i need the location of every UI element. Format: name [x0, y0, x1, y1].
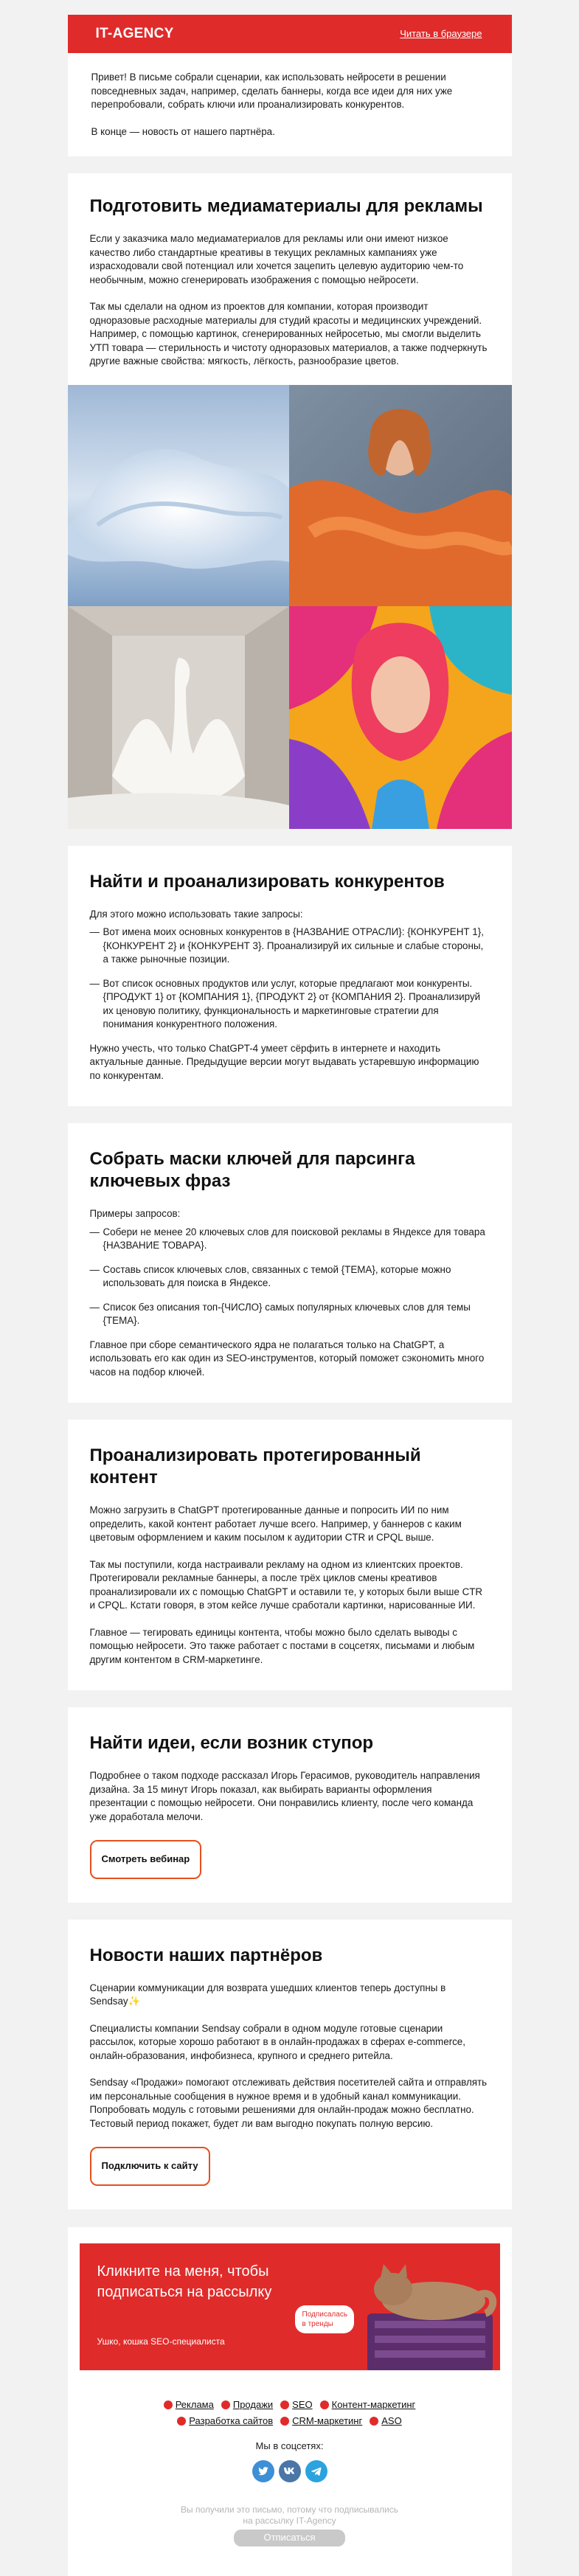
watch-webinar-button[interactable]: Смотреть вебинар	[90, 1840, 202, 1879]
image-colorful-woman	[289, 606, 512, 829]
read-in-browser-link[interactable]: Читать в браузере	[400, 27, 482, 39]
connect-to-site-button[interactable]: Подключить к сайту	[90, 2147, 210, 2186]
list-item: — Собери не менее 20 ключевых слов для поисковой рекламы в Яндексе для товара {НАЗВАНИЕ ТОВАРА}.	[90, 1226, 490, 1253]
red-dot-icon	[280, 2417, 289, 2426]
link-content-marketing[interactable]: Контент-маркетинг	[320, 2397, 416, 2413]
tagged-content-section	[68, 1420, 512, 1690]
link-seo[interactable]: SEO	[280, 2397, 312, 2413]
social-links	[80, 2460, 500, 2482]
generated-images-grid	[68, 385, 512, 829]
agency-logo[interactable]: IT-AGENCY	[95, 25, 174, 41]
competitors-title: Найти и проанализировать конкурентов	[89, 871, 445, 892]
media-title: Подготовить медиаматериалы для рекламы	[89, 196, 483, 216]
list-item: — Вот имена моих основных конкурентов в {НАЗВАНИЕ ОТРАСЛИ}: {КОНКУРЕНТ 1}, {КОНКУРЕНТ 2} и {КОНКУРЕНТ 3}. Проанализируй их сильные и слабые стороны, а также рыночные позиции.	[90, 926, 490, 967]
red-dot-icon	[370, 2417, 378, 2426]
intro-block	[68, 53, 512, 156]
link-crm-marketing[interactable]: CRM-маркетинг	[280, 2413, 362, 2429]
competitors-note: Нужно учесть, что только ChatGPT-4 умеет сёрфить в интернете и находить актуальные данные. Предыдущие версии могут выдавать устаревшую информацию по конкурентам.	[89, 1042, 479, 1081]
tagged-paragraph: Так мы поступили, когда настраивали рекламу на одном из клиентских проектов. Протегировали рекламные баннеры, а после трёх циклов смены креативов проанализировали их с помощью ChatGPT и оставили те, у которых были выше CTR и CPQL. Кстати говоря, в этом кейсе лучше сработали картинки, нарисованные ИИ.	[89, 1558, 483, 1611]
red-dot-icon	[164, 2400, 173, 2409]
competitors-lead: Для этого можно использовать такие запросы:	[89, 908, 303, 920]
red-dot-icon	[320, 2400, 329, 2409]
image-white-swan	[68, 606, 289, 829]
unsubscribe-button[interactable]: Отписаться	[234, 2530, 344, 2547]
image-woman-orange-fabric	[289, 385, 512, 606]
media-paragraph: Так мы сделали на одном из проектов для компании, которая производит одноразовые расходные материалы для студий красоты и медицинских учреждений. Например, с помощью картинок, сгенерированных нейросетью, мы смогли выделить УТП товара — стерильность и чистоту одноразовых материалов, а также подчеркнуть другие важные свойства: мягкость, лёгкость, разнообразие цветов.	[89, 301, 488, 367]
email-footer	[68, 2227, 512, 2576]
keywords-lead: Примеры запросов:	[89, 1208, 181, 1219]
image-white-fabric	[68, 385, 289, 606]
partners-section	[68, 1920, 512, 2209]
tagged-title: Проанализировать протегированный контент	[89, 1445, 421, 1487]
keyword-prompts-list	[90, 1226, 490, 1328]
vk-icon[interactable]	[279, 2460, 301, 2482]
ideas-paragraph: Подробнее о таком подходе рассказал Игорь Герасимов, руководитель направления дизайна. За 15 минут Игорь показал, как выбирать варианты оформления презентации с помощью нейросети. Они понравились клиенту, после чего команда уже доработала мелочи.	[89, 1770, 480, 1822]
subscribe-banner[interactable]	[80, 2243, 500, 2370]
partners-title: Новости наших партнёров	[89, 1945, 323, 1965]
topic-links	[80, 2397, 500, 2429]
link-web-development[interactable]: Разработка сайтов	[177, 2413, 273, 2429]
ideas-title: Найти идеи, если возник ступор	[89, 1733, 374, 1753]
twitter-icon[interactable]	[252, 2460, 274, 2482]
tagged-paragraph: Главное — тегировать единицы контента, чтобы можно было сделать выводы с помощью нейросети. Это также работает с постами в соцсетях, письмами и любым другим контентом в CRM-маркетинге.	[89, 1626, 475, 1665]
intro-partner-note: В конце — новость от нашего партнёра.	[91, 125, 275, 137]
link-aso[interactable]: ASO	[370, 2413, 401, 2429]
list-item: — Составь список ключевых слов, связанных с темой {ТЕМА}, которые можно использовать для поиска в Яндексе.	[90, 1263, 490, 1291]
speech-bubble: Подпиcалась в тренды	[295, 2305, 354, 2333]
competitors-section	[68, 846, 512, 1107]
list-item: — Список без описания топ-{ЧИСЛО} самых популярных ключевых слов для темы {ТЕМА}.	[90, 1301, 490, 1328]
ideas-section	[68, 1707, 512, 1903]
intro-text: Привет! В письме собрали сценарии, как использовать нейросети в решении повседневных задач, например, сделать баннеры, когда все идеи для них уже перепробовали, собрать ключи или проанализировать конкурентов.	[91, 72, 453, 110]
email-container	[68, 0, 512, 2576]
partners-paragraph: Сценарии коммуникации для возврата ушедших клиентов теперь доступны в Sendsay✨	[89, 1982, 446, 2007]
keywords-note: Главное при сборе семантического ядра не полагаться только на ChatGPT, а использовать его как один из SEO-инструментов, который поможет сэкономить много часов на подбор ключей.	[89, 1339, 485, 1378]
partners-paragraph: Специалисты компании Sendsay собрали в одном модуле готовые сценарии рассылок, которые хорошо работают в в онлайн-продажах в сферах e-commerce, онлайн-образования, инфобизнеса, крупного и среднего ритейла.	[89, 2022, 465, 2061]
email-header	[68, 15, 512, 53]
telegram-icon[interactable]	[305, 2460, 327, 2482]
cat-on-laptop-icon	[353, 2243, 500, 2370]
tagged-paragraph: Можно загрузить в ChatGPT протегированные данные и попросить ИИ по ним определить, какой контент работает лучше всего. Например, у баннеров с каким цветовым оформлением и каким посылом к аудитории CTR и CPQL выше.	[89, 1504, 462, 1543]
social-title: Мы в соцсетях:	[255, 2440, 324, 2451]
red-dot-icon	[221, 2400, 230, 2409]
media-section	[68, 173, 512, 385]
red-dot-icon	[280, 2400, 289, 2409]
subscription-notice: Вы получили это письмо, потому что подписывались на рассылку IT-Agency	[180, 2504, 399, 2526]
red-dot-icon	[177, 2417, 186, 2426]
link-sales[interactable]: Продажи	[221, 2397, 273, 2413]
competitor-prompts-list	[90, 926, 490, 1032]
link-ads[interactable]: Реклама	[164, 2397, 214, 2413]
partners-paragraph: Sendsay «Продажи» помогают отслеживать действия посетителей сайта и отправлять им персональные сообщения в нужное время и в удобный канал коммуникации. Попробовать модуль с готовыми решениями для онлайн-продаж можно бесплатно. Тестовый период покажет, будет ли вам выгодно покупать полную версию.	[89, 2077, 488, 2129]
keywords-title: Собрать маски ключей для парсинга ключевых фраз	[89, 1149, 415, 1191]
banner-title: Кликните на меня, чтобы подписаться на рассылку	[97, 2263, 272, 2300]
keywords-section	[68, 1123, 512, 1403]
media-paragraph: Если у заказчика мало медиаматериалов для рекламы или они имеют низкое качество либо стандартные креативы в текущих рекламных кампаниях уже израсходовали свой потенциал или хочется зацепить целевую аудиторию чем-то необычным, можно сгенерировать изображения с помощью нейросети.	[89, 233, 464, 285]
banner-caption: Ушко, кошка SEO-специалиста	[97, 2336, 225, 2347]
list-item: — Вот список основных продуктов или услуг, которые предлагают мои конкуренты. {ПРОДУКТ 1} от {КОМПАНИЯ 1}, {ПРОДУКТ 2} от {КОМПАНИЯ 2}. Проанализируй их ценовую политику, функциональность и маркетинговые стратегии для понимания конкурентного положения.	[90, 977, 490, 1032]
